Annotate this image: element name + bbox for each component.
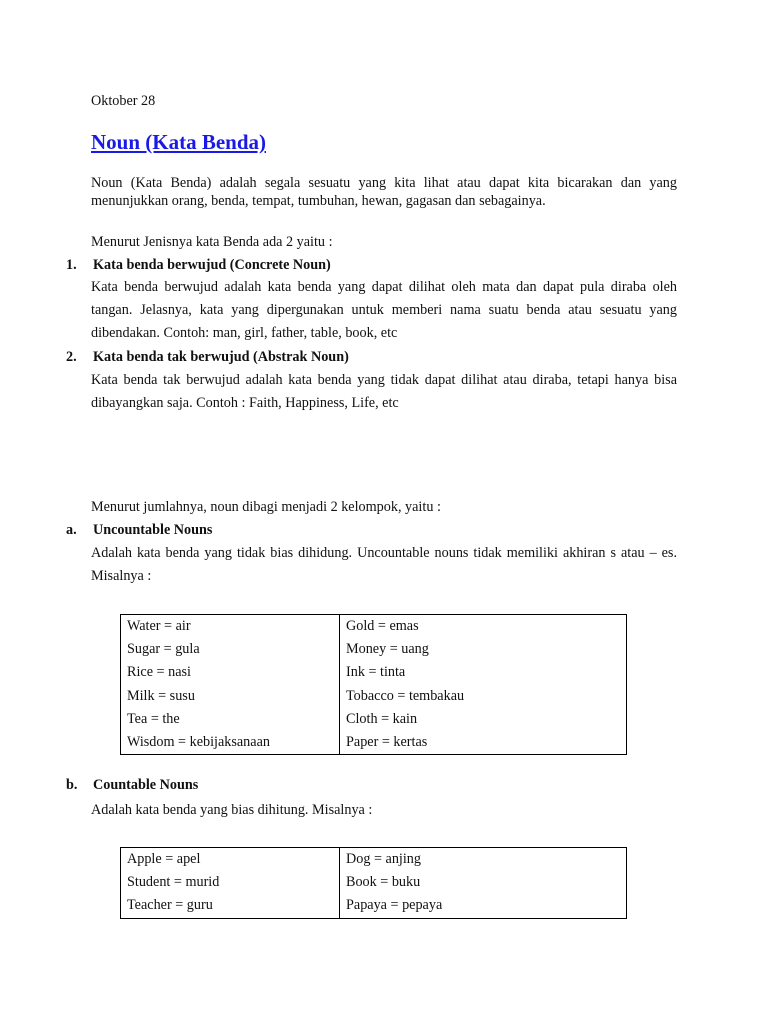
countable-body: Adalah kata benda yang bias dihitung. Misalnya :: [91, 802, 373, 818]
types-intro: Menurut Jenisnya kata Benda ada 2 yaitu :: [91, 234, 333, 250]
intro-paragraph: Noun (Kata Benda) adalah segala sesuatu yang kita lihat atau dapat kita bicarakan dan yang menunjukkan orang, benda, tempat, tumbuhan, hewan, gagasan dan sebagainya.: [91, 175, 677, 209]
table-cell: Water = air: [127, 618, 191, 634]
table-cell: Ink = tinta: [346, 664, 406, 681]
table-cell: Sugar = gula: [127, 641, 200, 658]
page-title[interactable]: Noun (Kata Benda): [91, 130, 267, 154]
heading-concrete-noun: Kata benda berwujud (Concrete Noun): [93, 257, 331, 273]
table-cell: Milk = susu: [127, 687, 195, 704]
list-marker-2: 2.: [66, 349, 77, 365]
table-cell: Gold = emas: [346, 618, 419, 634]
uncountable-table: [120, 614, 627, 755]
heading-uncountable-nouns: Uncountable Nouns: [93, 522, 213, 538]
table-cell: Wisdom = kebijaksanaan: [127, 733, 270, 750]
document-date: Oktober 28: [91, 93, 156, 109]
table-column: [121, 848, 340, 919]
table-cell: Teacher = guru: [127, 897, 213, 914]
list-marker-b: b.: [66, 777, 78, 793]
table-cell: Dog = anjing: [346, 851, 421, 867]
table-cell: Tobacco = tembakau: [346, 687, 465, 704]
table-cell: Apple = apel: [127, 851, 201, 867]
table-cell: Book = buku: [346, 874, 421, 891]
table-cell: Papaya = pepaya: [346, 897, 443, 914]
list-marker-1: 1.: [66, 257, 77, 273]
table-column: [121, 615, 340, 755]
concrete-noun-body: Kata benda berwujud adalah kata benda yang dapat dilihat oleh mata dan dapat pula diraba oleh tangan. Jelasnya, kata yang dipergunakan untuk memberi nama suatu benda atau sesuatu yang dibendakan. Contoh: man, girl, father, table, book, etc: [91, 279, 677, 341]
list-marker-a: a.: [66, 522, 77, 538]
heading-countable-nouns: Countable Nouns: [93, 777, 199, 793]
table-column: [340, 848, 627, 919]
count-intro: Menurut jumlahnya, noun dibagi menjadi 2 kelompok, yaitu :: [91, 499, 441, 515]
table-column: [340, 615, 627, 755]
table-cell: Rice = nasi: [127, 664, 191, 681]
table-cell: Cloth = kain: [346, 710, 418, 727]
table-cell: Student = murid: [127, 874, 220, 891]
table-cell: Tea = the: [127, 710, 180, 727]
abstract-noun-body: Kata benda tak berwujud adalah kata benda yang tidak dapat dilihat atau diraba, tetapi hanya bisa dibayangkan saja. Contoh : Faith, Happiness, Life, etc: [91, 372, 677, 411]
table-cell: Money = uang: [346, 641, 429, 658]
countable-table: [120, 847, 627, 919]
heading-abstract-noun: Kata benda tak berwujud (Abstrak Noun): [93, 349, 349, 365]
uncountable-body: Adalah kata benda yang tidak bias dihidung. Uncountable nouns tidak memiliki akhiran s atau – es. Misalnya :: [91, 545, 677, 584]
table-cell: Paper = kertas: [346, 733, 428, 750]
